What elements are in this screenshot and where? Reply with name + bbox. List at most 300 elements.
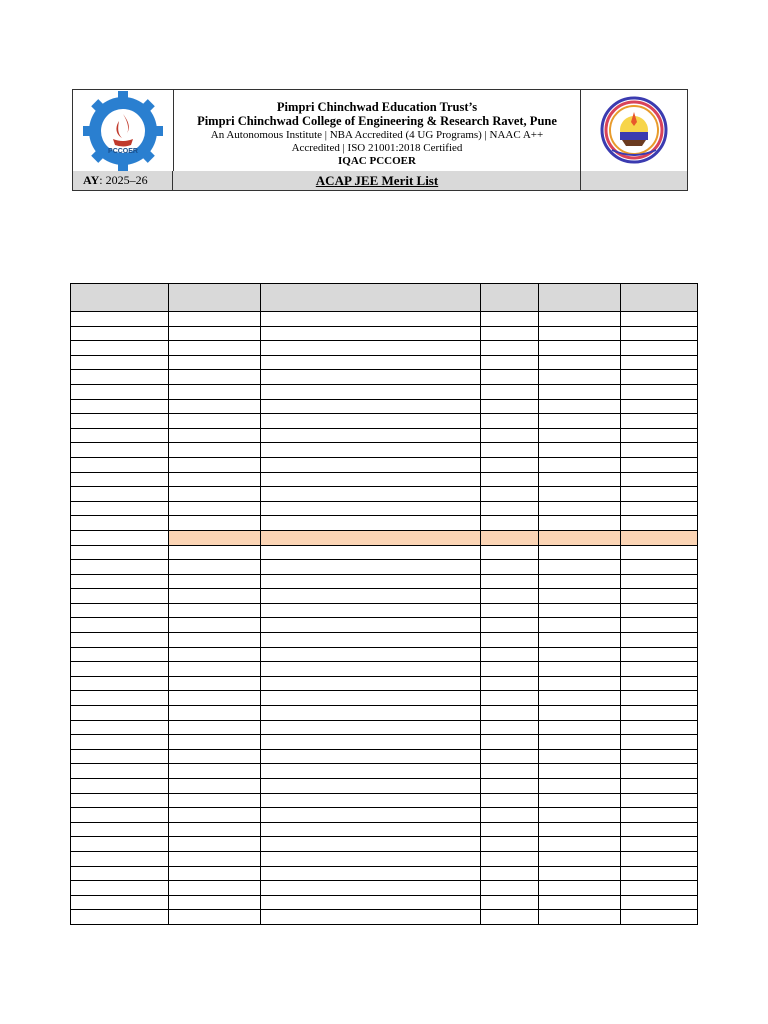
table-cell: [481, 487, 539, 502]
table-cell: [71, 895, 169, 910]
table-cell: [169, 808, 261, 823]
table-cell: [71, 443, 169, 458]
table-row: [71, 428, 698, 443]
table-cell: [621, 779, 698, 794]
table-cell: [261, 647, 481, 662]
table-cell: [71, 603, 169, 618]
table-cell: [71, 779, 169, 794]
table-cell: [169, 341, 261, 356]
table-cell: [169, 910, 261, 925]
table-row: [71, 866, 698, 881]
table-cell: [71, 370, 169, 385]
table-row: [71, 530, 698, 545]
table-cell: [621, 399, 698, 414]
table-cell: [261, 414, 481, 429]
table-row: [71, 720, 698, 735]
table-cell: [261, 341, 481, 356]
table-cell: [539, 691, 621, 706]
table-cell: [621, 662, 698, 677]
table-row: [71, 822, 698, 837]
table-cell: [71, 457, 169, 472]
table-cell: [621, 472, 698, 487]
table-cell: [539, 603, 621, 618]
column-header: [71, 284, 169, 312]
table-row: [71, 749, 698, 764]
table-cell: [539, 749, 621, 764]
table-cell: [71, 341, 169, 356]
table-cell: [539, 720, 621, 735]
table-row: [71, 414, 698, 429]
table-cell: [71, 399, 169, 414]
table-cell: [481, 735, 539, 750]
table-cell: [481, 720, 539, 735]
table-cell: [481, 326, 539, 341]
table-cell: [169, 735, 261, 750]
table-cell: [539, 706, 621, 721]
academic-year: [73, 171, 173, 190]
document-header: [72, 89, 688, 191]
accreditation-line-2: Accredited | ISO 21001:2018 Certified: [291, 142, 463, 154]
table-cell: [169, 355, 261, 370]
table-cell: [481, 399, 539, 414]
table-cell: [539, 399, 621, 414]
table-cell: [71, 720, 169, 735]
table-cell: [261, 851, 481, 866]
table-row: [71, 589, 698, 604]
table-cell: [539, 647, 621, 662]
table-cell: [481, 370, 539, 385]
table-cell: [621, 355, 698, 370]
table-cell: [261, 910, 481, 925]
table-row: [71, 326, 698, 341]
table-cell: [169, 662, 261, 677]
table-cell: [169, 487, 261, 502]
ay-label: AY: [83, 173, 100, 187]
table-cell: [539, 487, 621, 502]
table-cell: [71, 428, 169, 443]
table-cell: [539, 530, 621, 545]
table-cell: [261, 662, 481, 677]
table-cell: [71, 910, 169, 925]
table-cell: [169, 822, 261, 837]
table-cell: [481, 793, 539, 808]
table-cell: [539, 633, 621, 648]
table-row: [71, 341, 698, 356]
table-cell: [261, 895, 481, 910]
table-row: [71, 457, 698, 472]
table-cell: [71, 530, 169, 545]
table-cell: [621, 516, 698, 531]
table-cell: [481, 647, 539, 662]
table-cell: [539, 574, 621, 589]
table-cell: [71, 501, 169, 516]
table-cell: [261, 472, 481, 487]
table-cell: [169, 633, 261, 648]
table-row: [71, 603, 698, 618]
table-row: [71, 370, 698, 385]
table-cell: [621, 851, 698, 866]
table-cell: [71, 764, 169, 779]
table-cell: [481, 866, 539, 881]
table-cell: [71, 633, 169, 648]
table-cell: [261, 370, 481, 385]
table-cell: [261, 779, 481, 794]
pccoer-logo-icon: [73, 90, 173, 171]
table-cell: [169, 691, 261, 706]
table-row: [71, 706, 698, 721]
table-cell: [539, 881, 621, 896]
table-cell: [261, 560, 481, 575]
table-cell: [261, 457, 481, 472]
table-cell: [539, 822, 621, 837]
table-cell: [621, 574, 698, 589]
table-cell: [481, 443, 539, 458]
table-cell: [621, 749, 698, 764]
table-cell: [539, 662, 621, 677]
table-cell: [481, 851, 539, 866]
table-cell: [621, 428, 698, 443]
table-cell: [539, 516, 621, 531]
table-row: [71, 618, 698, 633]
table-row: [71, 560, 698, 575]
table-cell: [539, 326, 621, 341]
table-cell: [71, 662, 169, 677]
merit-list-table: [70, 283, 698, 925]
table-cell: [71, 851, 169, 866]
table-cell: [481, 312, 539, 327]
table-cell: [261, 501, 481, 516]
table-cell: [481, 545, 539, 560]
table-cell: [261, 866, 481, 881]
table-cell: [481, 341, 539, 356]
table-row: [71, 881, 698, 896]
table-cell: [621, 312, 698, 327]
table-cell: [261, 881, 481, 896]
table-cell: [539, 793, 621, 808]
table-cell: [169, 603, 261, 618]
table-cell: [539, 370, 621, 385]
table-cell: [261, 808, 481, 823]
table-cell: [261, 312, 481, 327]
table-cell: [621, 530, 698, 545]
table-cell: [71, 822, 169, 837]
column-header: [481, 284, 539, 312]
table-cell: [261, 837, 481, 852]
table-cell: [539, 618, 621, 633]
table-cell: [481, 691, 539, 706]
merit-list-title: ACAP JEE Merit List: [315, 173, 439, 188]
table-row: [71, 633, 698, 648]
table-cell: [169, 399, 261, 414]
table-row: [71, 312, 698, 327]
table-cell: [261, 428, 481, 443]
table-cell: [621, 370, 698, 385]
table-cell: [261, 355, 481, 370]
table-row: [71, 355, 698, 370]
table-cell: [261, 793, 481, 808]
table-cell: [71, 735, 169, 750]
table-cell: [169, 866, 261, 881]
table-cell: [71, 676, 169, 691]
table-cell: [539, 851, 621, 866]
table-cell: [169, 749, 261, 764]
table-cell: [621, 545, 698, 560]
table-cell: [621, 618, 698, 633]
table-cell: [481, 560, 539, 575]
table-cell: [621, 487, 698, 502]
table-cell: [539, 341, 621, 356]
table-cell: [261, 822, 481, 837]
table-cell: [539, 472, 621, 487]
table-cell: [539, 443, 621, 458]
table-cell: [261, 603, 481, 618]
table-cell: [71, 749, 169, 764]
table-cell: [169, 574, 261, 589]
table-cell: [261, 706, 481, 721]
table-cell: [481, 764, 539, 779]
table-cell: [71, 560, 169, 575]
table-cell: [169, 837, 261, 852]
table-cell: [169, 414, 261, 429]
table-cell: [261, 749, 481, 764]
table-cell: [169, 312, 261, 327]
table-cell: [169, 530, 261, 545]
table-cell: [169, 764, 261, 779]
ay-value: : 2025–26: [99, 173, 148, 187]
table-cell: [621, 633, 698, 648]
table-cell: [539, 545, 621, 560]
table-cell: [481, 779, 539, 794]
right-logo-cell: [580, 90, 687, 171]
table-cell: [539, 676, 621, 691]
table-cell: [261, 618, 481, 633]
table-cell: [169, 779, 261, 794]
table-cell: [71, 618, 169, 633]
table-row: [71, 647, 698, 662]
header-top-row: [73, 90, 687, 172]
table-cell: [71, 866, 169, 881]
table-cell: [261, 326, 481, 341]
table-row: [71, 808, 698, 823]
table-cell: [481, 355, 539, 370]
svg-text:PCCOER: PCCOER: [108, 148, 138, 155]
table-cell: [621, 341, 698, 356]
table-cell: [71, 326, 169, 341]
table-cell: [71, 647, 169, 662]
table-cell: [169, 428, 261, 443]
table-cell: [539, 589, 621, 604]
table-row: [71, 545, 698, 560]
table-cell: [261, 764, 481, 779]
table-cell: [539, 312, 621, 327]
table-cell: [539, 837, 621, 852]
table-row: [71, 399, 698, 414]
table-cell: [481, 603, 539, 618]
table-cell: [261, 691, 481, 706]
table-row: [71, 443, 698, 458]
table-cell: [481, 837, 539, 852]
table-cell: [71, 808, 169, 823]
table-cell: [169, 326, 261, 341]
table-cell: [621, 560, 698, 575]
table-cell: [71, 384, 169, 399]
table-cell: [261, 633, 481, 648]
table-cell: [621, 603, 698, 618]
table-row: [71, 516, 698, 531]
column-header: [261, 284, 481, 312]
table-row: [71, 384, 698, 399]
table-cell: [481, 589, 539, 604]
table-cell: [481, 384, 539, 399]
table-cell: [169, 457, 261, 472]
table-cell: [71, 312, 169, 327]
table-cell: [71, 574, 169, 589]
header-bottom-row: [73, 171, 687, 190]
table-cell: [621, 326, 698, 341]
table-cell: [481, 808, 539, 823]
table-row: [71, 779, 698, 794]
table-cell: [481, 706, 539, 721]
table-cell: [261, 530, 481, 545]
table-cell: [71, 793, 169, 808]
table-cell: [169, 545, 261, 560]
table-cell: [621, 793, 698, 808]
table-cell: [621, 808, 698, 823]
table-cell: [71, 472, 169, 487]
table-cell: [71, 487, 169, 502]
table-cell: [481, 633, 539, 648]
table-cell: [481, 910, 539, 925]
table-cell: [621, 764, 698, 779]
table-cell: [71, 516, 169, 531]
table-cell: [261, 735, 481, 750]
table-cell: [621, 443, 698, 458]
table-row: [71, 472, 698, 487]
table-cell: [169, 370, 261, 385]
table-cell: [621, 895, 698, 910]
college-name: Pimpri Chinchwad College of Engineering & Research Ravet, Pune: [197, 114, 557, 128]
table-cell: [621, 589, 698, 604]
table-cell: [539, 457, 621, 472]
table-cell: [539, 866, 621, 881]
table-cell: [539, 735, 621, 750]
trust-name: Pimpri Chinchwad Education Trust’s: [276, 100, 478, 114]
table-cell: [169, 501, 261, 516]
table-row: [71, 676, 698, 691]
table-cell: [621, 822, 698, 837]
table-cell: [169, 443, 261, 458]
table-cell: [621, 866, 698, 881]
table-row: [71, 691, 698, 706]
table-cell: [539, 808, 621, 823]
table-cell: [481, 457, 539, 472]
table-cell: [481, 881, 539, 896]
table-cell: [261, 399, 481, 414]
table-cell: [481, 516, 539, 531]
trust-emblem-icon: [581, 90, 687, 171]
table-cell: [621, 706, 698, 721]
table-cell: [621, 837, 698, 852]
table-cell: [539, 414, 621, 429]
table-cell: [71, 589, 169, 604]
table-cell: [169, 720, 261, 735]
column-header: [169, 284, 261, 312]
table-cell: [71, 414, 169, 429]
table-row: [71, 910, 698, 925]
table-cell: [169, 472, 261, 487]
table-cell: [169, 647, 261, 662]
table-row: [71, 662, 698, 677]
table-cell: [261, 676, 481, 691]
table-cell: [261, 545, 481, 560]
table-row: [71, 764, 698, 779]
table-cell: [539, 428, 621, 443]
table-cell: [169, 618, 261, 633]
table-row: [71, 487, 698, 502]
table-cell: [481, 530, 539, 545]
table-cell: [481, 822, 539, 837]
table-cell: [169, 793, 261, 808]
table-cell: [539, 910, 621, 925]
table-cell: [169, 560, 261, 575]
cell-name: IQAC PCCOER: [338, 155, 416, 167]
table-cell: [71, 837, 169, 852]
table-cell: [261, 589, 481, 604]
table-body: [71, 312, 698, 925]
table-row: [71, 501, 698, 516]
table-cell: [261, 720, 481, 735]
table-cell: [539, 501, 621, 516]
table-cell: [261, 516, 481, 531]
table-cell: [621, 501, 698, 516]
table-cell: [71, 691, 169, 706]
table-cell: [621, 676, 698, 691]
left-logo-cell: [73, 90, 174, 171]
table-row: [71, 793, 698, 808]
table-cell: [539, 355, 621, 370]
table-cell: [261, 443, 481, 458]
table-cell: [621, 720, 698, 735]
table-cell: [621, 384, 698, 399]
table-cell: [169, 384, 261, 399]
table-cell: [481, 749, 539, 764]
table-cell: [261, 487, 481, 502]
table-row: [71, 851, 698, 866]
table-cell: [621, 647, 698, 662]
table-cell: [539, 895, 621, 910]
table-cell: [169, 676, 261, 691]
table-cell: [539, 779, 621, 794]
table-cell: [539, 560, 621, 575]
table-cell: [621, 414, 698, 429]
table-cell: [621, 735, 698, 750]
column-header: [539, 284, 621, 312]
table-cell: [621, 691, 698, 706]
table-cell: [481, 428, 539, 443]
table-cell: [261, 574, 481, 589]
table-cell: [481, 472, 539, 487]
table-header-row: [71, 284, 698, 312]
table-cell: [169, 851, 261, 866]
header-blank-cell: [580, 171, 687, 190]
table-cell: [481, 414, 539, 429]
table-row: [71, 574, 698, 589]
table-row: [71, 735, 698, 750]
table-cell: [481, 618, 539, 633]
table-cell: [71, 545, 169, 560]
table-cell: [169, 706, 261, 721]
table-cell: [621, 910, 698, 925]
